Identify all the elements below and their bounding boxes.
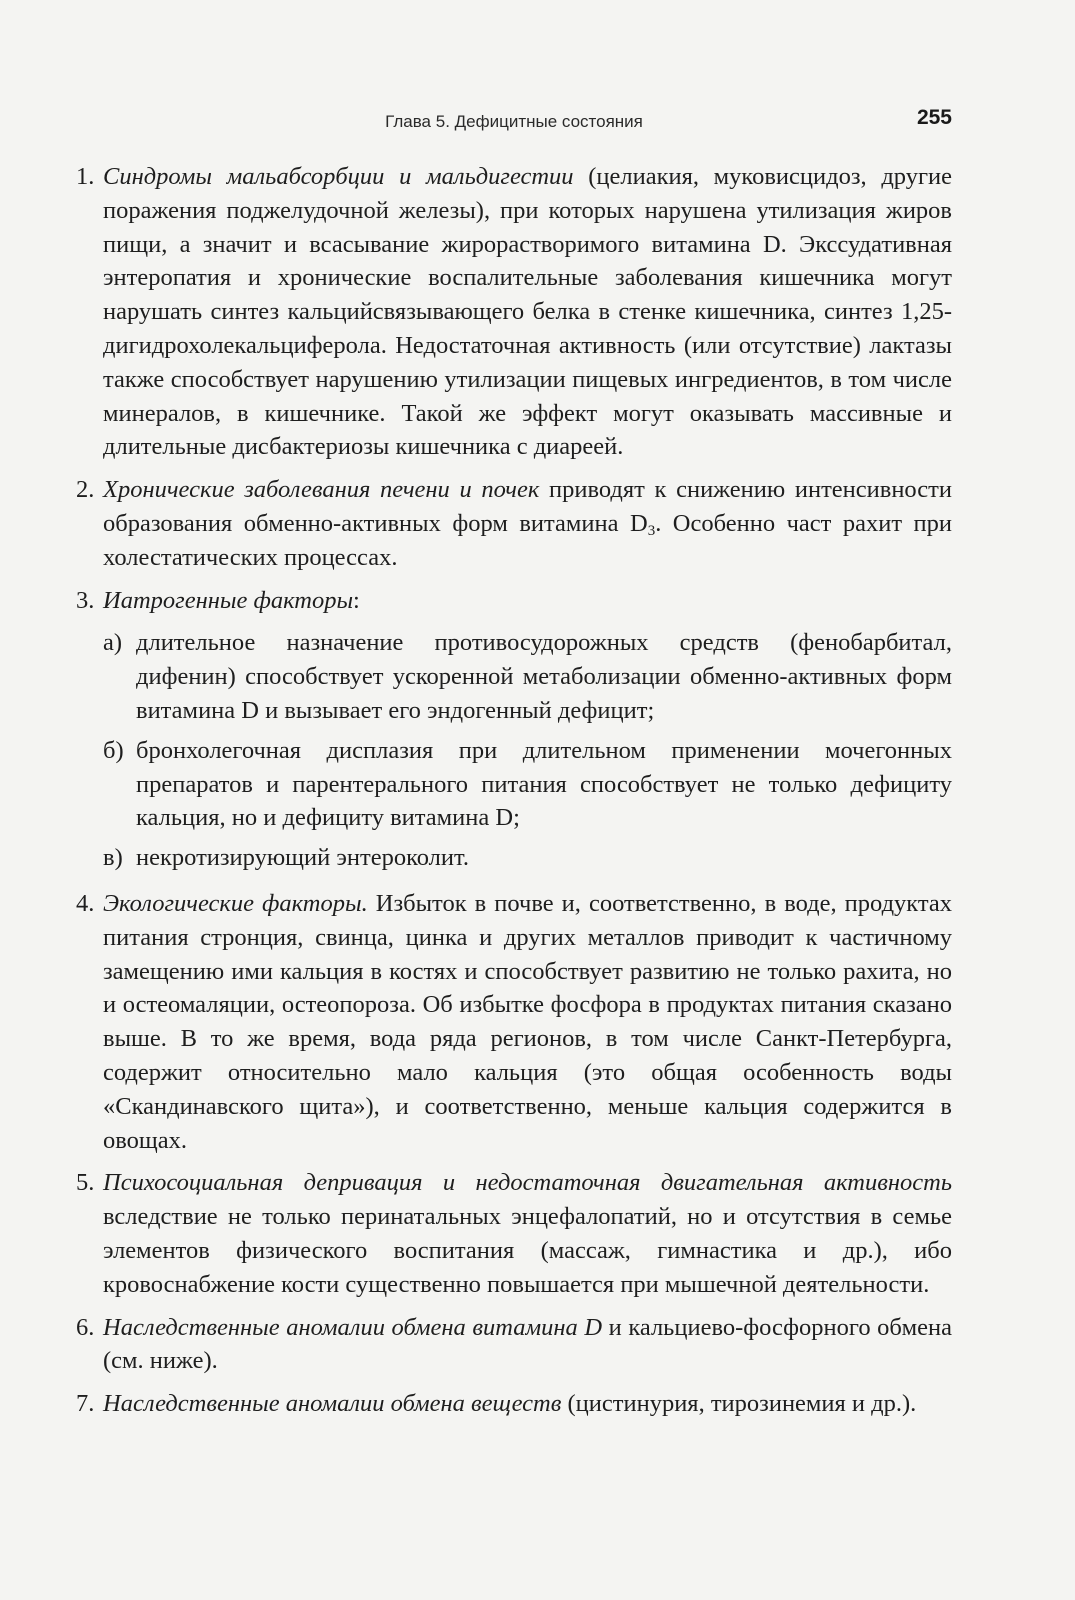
item-text: приводят к снижению интенсивности образования обменно-активных форм витамина D	[103, 476, 952, 537]
sub-item	[76, 841, 952, 875]
item-number: 7.	[76, 1390, 95, 1418]
item-title: Психосоциальная депривация и недостаточная двигательная активность	[103, 1169, 952, 1197]
page-number: 255	[916, 106, 952, 129]
running-head	[76, 106, 952, 138]
item-title: Хронические заболевания печени и почек	[103, 476, 540, 504]
sub-item-letter: а)	[103, 629, 123, 657]
list-item	[76, 887, 952, 1157]
item-number: 5.	[76, 1169, 95, 1197]
list-item	[76, 584, 952, 618]
list-item	[76, 1166, 952, 1301]
causes-list	[76, 160, 952, 1430]
sub-item-letter: б)	[103, 736, 124, 764]
item-text: и кальциево-фосфорного обмена (см. ниже).	[103, 1313, 953, 1375]
subscript: 3	[647, 522, 656, 539]
item-number: 6.	[76, 1313, 95, 1341]
item-title: Экологические факторы.	[103, 889, 368, 917]
sub-item-text: длительное назначение противосудорожных средств (фенобарбитал, дифенин) способствует ускоренной метаболизации обменно-активных форм витамина D и вызывает его эндогенный дефицит;	[136, 629, 952, 724]
item-title: Наследственные аномалии обмена витамина D	[103, 1313, 603, 1341]
item-text: (целиакия, муковисцидоз, другие поражения поджелудочной железы), при которых нарушена утилизация жиров пищи, а значит и всасывание жирорастворимого витамина D. Экссудативная энтеропатия и хронические воспалительные заболевания кишечника могут нарушать синтез кальцийсвязывающего белка в стенке кишечника, синтез 1,25-дигидрохолекальциферола. Недостаточная активность (или отсутствие) лактазы также способствует нарушению утилизации пищевых ингредиентов, в том числе минералов, в кишечнике. Такой же эффект могут оказывать массивные и длительные дисбактериозы кишечника с диареей.	[103, 163, 952, 461]
item-text: (цистинурия, тирозинемия и др.).	[561, 1390, 917, 1418]
list-item	[76, 160, 952, 464]
chapter-title: Глава 5. Дефицитные состояния	[385, 112, 643, 131]
list-item	[76, 1387, 952, 1421]
sub-item	[76, 734, 952, 835]
item-title: Синдромы мальабсорбции и мальдигестии	[103, 163, 574, 190]
item-title: Наследственные аномалии обмена веществ	[103, 1390, 562, 1418]
item-number: 2.	[76, 476, 95, 504]
item-title: Иатрогенные факторы	[103, 586, 354, 614]
sub-item-letter: в)	[103, 844, 123, 872]
item-number: 1.	[76, 163, 95, 190]
item-text-continued: . Особенно част рахит при холестатических процессах.	[103, 509, 952, 571]
list-item	[76, 473, 952, 574]
item-colon: :	[353, 586, 360, 614]
item-number: 3.	[76, 586, 95, 614]
sub-item-text: некротизирующий энтероколит.	[136, 844, 469, 872]
item-text: вследствие не только перинатальных энцефалопатий, но и отсутствия в семье элементов физического воспитания (массаж, гимнастика и др.), ибо кровоснабжение кости существенно повышается при мышечной деятельности.	[103, 1203, 952, 1298]
sub-item	[76, 626, 952, 727]
item-number: 4.	[76, 889, 95, 917]
sub-item-text: бронхолегочная дисплазия при длительном применении мочегонных препаратов и парентерального питания способствует не только дефициту кальция, но и дефициту витамина D;	[136, 736, 952, 832]
list-item	[76, 1311, 952, 1379]
item-text: Избыток в почве и, соответственно, в воде, продуктах питания стронция, свинца, цинка и других металлов приводит к частичному замещению ими кальция в костях и способствует развитию не только рахита, но и остеомаляции, остеопороза. Об избытке фосфора в продуктах питания сказано выше. В то же время, вода ряда регионов, в том числе Санкт-Петербурга, содержит относительно мало кальция (это общая особенность воды «Скандинавского щита»), и соответственно, меньше кальция содержится в овощах.	[103, 889, 952, 1154]
